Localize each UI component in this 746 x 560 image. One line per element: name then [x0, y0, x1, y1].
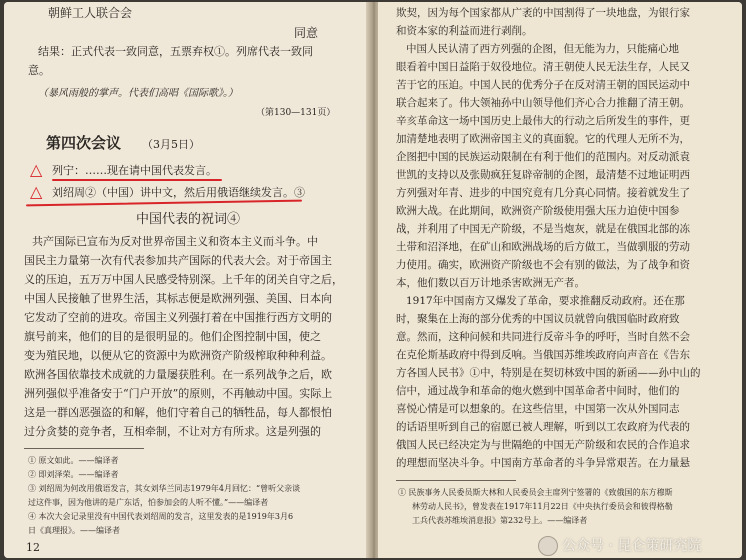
applause-note: （暴风雨般的掌声。代表们高唱《国际歌》。） — [38, 88, 238, 99]
wechat-logo-icon — [538, 536, 558, 556]
body-line: 方各国人民书》①中，特别是在契切林致中国的新函——孙中山的 — [396, 367, 701, 379]
speaker-1: 列宁：……现在请中国代表发言。 — [52, 164, 217, 177]
footnote: ④ 本次大会记录里没有中国代表刘绍周的发言，这里发表的是1919年3月6 — [28, 512, 294, 521]
body-line: 1917年中国南方又爆发了革命，要求推翻反动政府。还在那 — [406, 295, 685, 307]
red-marker-2: △ — [30, 182, 43, 201]
red-underline-1 — [52, 179, 222, 181]
body-line: 它发动了空前的进攻。帝国主义列强打着在中国推行西方文明的 — [24, 311, 332, 324]
org-result: 同意 — [294, 26, 319, 40]
body-line: 时，聚集在上海的部分优秀的中国议员就曾向俄国临时政府致 — [396, 313, 680, 325]
footnote: ① 民族事务人民委员斯大林和人民委员会主席列宁签署的《致俄国的东方穆斯 — [398, 488, 673, 497]
footnote: 林劳动人民书》，曾发表在1917年11月22日《中央执行委员会和彼得格勒 — [412, 502, 673, 511]
red-marker-1: △ — [30, 160, 43, 179]
footnote: ① 原文如此。——编译者 — [28, 456, 119, 465]
body-line: 中国人民接触了世界生活，其标志便是欧洲列强、美国、日本向 — [24, 292, 332, 305]
watermark-text: 公众号 · 昆仑策研究院 — [562, 538, 702, 554]
session-title: 第四次会议 — [46, 134, 122, 152]
body-line: 共产国际已宣布为反对世界帝国主义和资本主义而斗争。中 — [32, 235, 318, 248]
body-line: 欺契，因为每个国家都从广袤的中国割得了一块地盘，为银行家 — [396, 7, 690, 19]
page-number: 12 — [26, 541, 40, 554]
footnote: 日《真理报》。——编译者 — [28, 526, 120, 535]
footnote: 过这件事，因为他讲的是广东话，怕参加会的人听不懂。”——编译者 — [28, 498, 269, 507]
body-line: 战，并利用了中国无产阶级，不是当炮灰，就是在俄国北部的冻 — [396, 223, 690, 235]
body-line: 世凯的支持以及张勋疯狂复辟帝制的企图，最清楚不过地证明西 — [396, 169, 690, 181]
right-page — [378, 2, 742, 558]
body-line: 加清楚地表明了欧洲帝国主义的真面貌。它的代理人无所不为， — [396, 133, 690, 145]
left-page — [4, 2, 370, 558]
body-line: 力使用。确实，欧洲资产阶级也不会有别的做法，为了战争和资 — [396, 259, 690, 271]
body-line: 俄国人民已经决定为与世隔绝的中国无产阶级和农民的合作追求 — [396, 439, 690, 451]
body-line: 辛亥革命这一场中国历史上最伟大的行动之后所发生的事件，更 — [396, 115, 690, 127]
body-line: 在克伦斯基政府中得到反响。当俄国苏维埃政府向声音在《告东 — [396, 349, 690, 361]
body-line: 的理想而坚决斗争。中国南方革命者的斗争异常艰苦。在力量悬 — [396, 457, 690, 469]
body-line: 国民主力量第一次有代表参加共产国际的代表大会。对于帝国主 — [24, 254, 332, 267]
footnote: 工兵代表苏维埃消息报》第232号上。——编译者 — [412, 516, 588, 525]
body-line: 过分贪婪的竞争者，互相牵制，不让对方有所求。这是列强的 — [24, 425, 321, 438]
open-book — [4, 2, 742, 558]
org-line: 朝鲜工人联合会 — [48, 6, 133, 20]
body-line: 方列强对年青、进步的中国究竟有几分真心同情。接着就发生了 — [396, 187, 690, 199]
body-line: 意。然而，这种问候和共同进行反帝斗争的呼吁，当时自然不会 — [396, 331, 690, 343]
body-line: 旗号前来，他们的目的是很明显的。他们企图控制中国，使之 — [24, 330, 321, 343]
result-line-2: 意。 — [28, 64, 50, 77]
footnote: ③ 刘绍周为何改用俄语发言，其女刘华兰同志1979年4月回忆：“曾听父亲谈 — [28, 484, 301, 493]
body-line: 企图把中国的民族运动限制在有利于他们的范围内。对反动派袁 — [396, 151, 690, 163]
result-line-1: 结果：正式代表一致同意，五票弃权①。列席代表一致同 — [38, 45, 313, 58]
body-line: 喜悦心情是可以想象的。在这些信里，中国第一次从外国同志 — [396, 403, 680, 415]
body-line: 土带和沼泽地，在矿山和欧洲战场的后方做工，当做驯服的劳动 — [396, 241, 690, 253]
footnote-rule — [24, 448, 144, 449]
body-line: 这是一群凶恶强盗的和解，他们守着自己的牺牲品，每人都恨怕 — [24, 406, 332, 419]
body-line: 变为殖民地，以便从它的资源中为欧洲资产阶级榨取种种利益。 — [24, 349, 332, 362]
body-line: 中国人民认清了西方列强的企图，但无能为力，只能痛心地 — [406, 43, 679, 55]
session-date: （3月5日） — [142, 138, 200, 151]
body-line: 义的压迫，五万万中国人民感受特别深。上千年的闭关自守之后， — [24, 273, 343, 286]
speech-title: 中国代表的祝词④ — [136, 212, 241, 227]
body-line: 眼看着中国日益陷于奴役地位。清王朝使人民无法生存，人民又 — [396, 61, 690, 73]
body-line: 和资本家的利益而进行剥削。 — [396, 25, 533, 37]
body-line: 欧洲大战。在此期间，欧洲资产阶级使用强大压力迫使中国参 — [396, 205, 680, 217]
footnote: ② 即刘泽荣。——编译者 — [28, 470, 119, 479]
body-line: 信中，通过战争和革命的炮火燃到中国革命者中间时，他们的 — [396, 385, 680, 397]
body-line: 洲列强似乎准备安于“门户开放”的原则，不再触动中国。实际上 — [24, 387, 333, 400]
body-line: 联合起来了。伟大领袖孙中山领导他们齐心合力推翻了清王朝。 — [396, 97, 690, 109]
body-line: 苦于它的压迫。中国人民的优秀分子在反对清王朝的国民运动中 — [396, 79, 690, 91]
body-line: 的话语里听到自己的宿愿已被人理解，听到以工农政府为代表的 — [396, 421, 690, 433]
source-ref: （第130—131页） — [256, 108, 336, 118]
body-line: 欧洲各国依靠技术成就的力量屡获胜利。在一系列战争之后，欧 — [24, 368, 332, 381]
footnote-rule — [396, 480, 516, 481]
speaker-2: 刘绍周②（中国）讲中文，然后用俄语继续发言。③ — [52, 186, 305, 199]
body-line: 本，他们数以百万计地杀害欧洲无产者。 — [396, 277, 585, 289]
